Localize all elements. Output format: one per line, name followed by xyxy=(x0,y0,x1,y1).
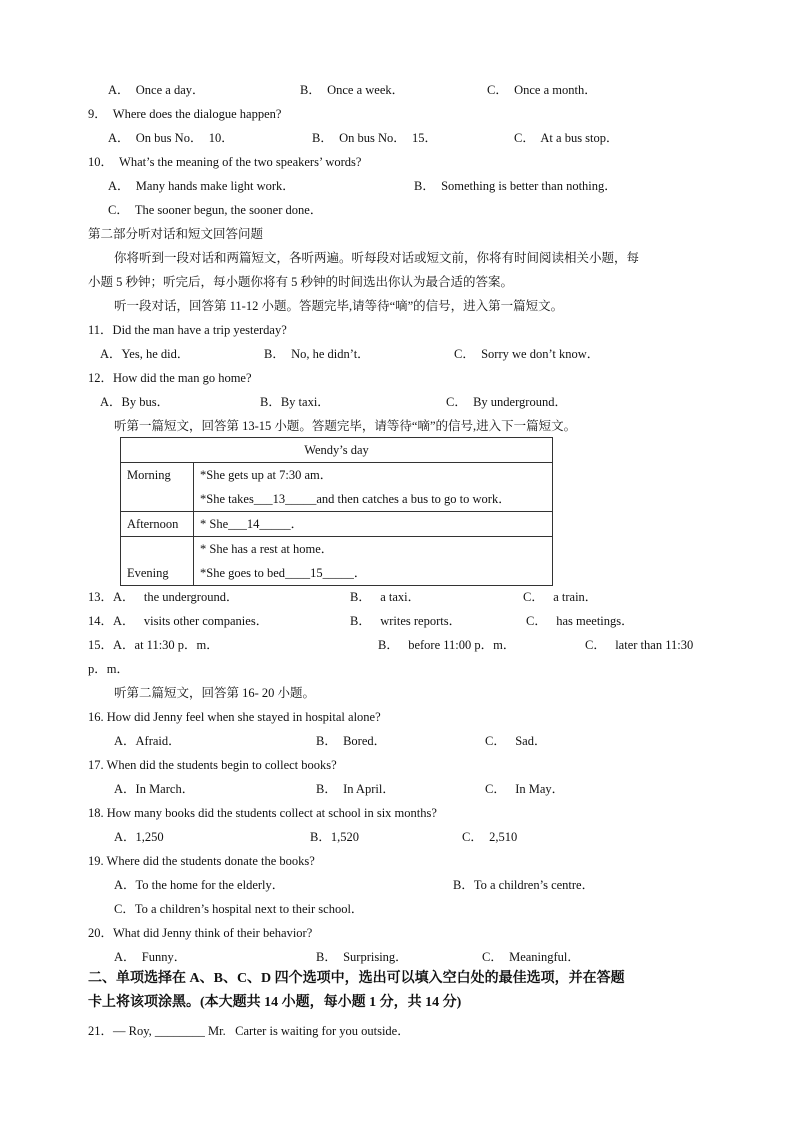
text-line: 听一段对话，回答第 11-12 小题。答题完毕,请等待“嘀”的信号，进入第一篇短文。 xyxy=(114,299,564,313)
text-line: A．In March． xyxy=(114,782,195,796)
text-line: 13．A． the underground． xyxy=(88,590,239,604)
text-line: C． has meetings． xyxy=(526,614,634,628)
text-line: B．1,520 xyxy=(310,830,359,844)
text-line: C．To a children’s hospital next to their school． xyxy=(114,902,364,916)
text-line: C． 2,510 xyxy=(462,830,518,844)
afternoon-post: ． xyxy=(290,517,304,531)
evening-line-2 xyxy=(200,561,546,585)
text-line: 21．— Roy, ________ Mr. Carter is waiting for you outside． xyxy=(88,1024,410,1038)
text-line: 19. Where did the students donate the books? xyxy=(88,854,315,868)
text-line: p．m． xyxy=(88,662,129,676)
blank-13: ___13_____ xyxy=(253,492,317,506)
text-line: 9． Where does the dialogue happen? xyxy=(88,107,282,121)
morning-line-1: *She gets up at 7:30 am． xyxy=(200,468,333,482)
text-line: C． a train． xyxy=(523,590,598,604)
text-line: 20．What did Jenny think of their behavior? xyxy=(88,926,313,940)
text-line: B． No, he didn’t． xyxy=(264,347,370,361)
text-line: 10． What’s the meaning of the two speakers’ words? xyxy=(88,155,362,169)
evening-cell xyxy=(194,537,553,586)
text-line: 小题 5 秒钟；听完后，每小题你将有 5 秒钟的时间选出你认为最合适的答案。 xyxy=(88,275,514,289)
text-line: B．To a children’s centre． xyxy=(453,878,595,892)
text-line: C． later than 11:30 xyxy=(585,638,694,652)
text-line: C． Sad． xyxy=(485,734,547,748)
text-line: B．By taxi． xyxy=(260,395,330,409)
text-line: 17. When did the students begin to collect books? xyxy=(88,758,337,772)
text-line: 听第二篇短文，回答第 16- 20 小题。 xyxy=(114,686,316,700)
text-line: A． Many hands make light work． xyxy=(108,179,295,193)
text-line: C． In May． xyxy=(485,782,565,796)
text-line: C． Sorry we don’t know． xyxy=(454,347,600,361)
text-line: 18. How many books did the students collect at school in six months? xyxy=(88,806,437,820)
text-line: C． By underground． xyxy=(446,395,567,409)
text-line: C． The sooner begun, the sooner done． xyxy=(108,203,323,217)
text-line: A．By bus． xyxy=(100,395,170,409)
text-line: C． Once a month． xyxy=(487,83,597,97)
blank-14: ___14_____ xyxy=(228,517,291,531)
text-line: B． writes reports． xyxy=(350,614,462,628)
row-label-afternoon: Afternoon xyxy=(121,512,194,537)
morning-line-2 xyxy=(200,487,546,511)
section-heading-line-1: 二、单项选择在 A、B、C、D 四个选项中，选出可以填入空白处的最佳选项，并在答题 xyxy=(88,971,625,986)
text-line: B． Something is better than nothing． xyxy=(414,179,617,193)
morning-line-2-pre: *She takes xyxy=(200,492,254,506)
evening-line-2-pre: *She goes to bed xyxy=(200,566,286,580)
text-line: 你将听到一段对话和两篇短文，各听两遍。听每段对话或短文前，你将有时间阅读相关小题，每 xyxy=(114,251,640,265)
wendys-day-table xyxy=(120,437,553,586)
text-line: C． Meaningful． xyxy=(482,950,580,964)
text-line: B． On bus No． 15． xyxy=(312,131,438,145)
text-line: A．1,250 xyxy=(114,830,164,844)
text-line: 12．How did the man go home? xyxy=(88,371,252,385)
text-line: A． On bus No． 10． xyxy=(108,131,234,145)
text-line: C． At a bus stop． xyxy=(514,131,619,145)
text-line: A． Once a day． xyxy=(108,83,205,97)
text-line: A．Yes, he did． xyxy=(100,347,190,361)
table-title: Wendy’s day xyxy=(121,438,553,463)
evening-line-1: * She has a rest at home． xyxy=(200,542,334,556)
morning-cell xyxy=(194,463,553,512)
row-label-morning: Morning xyxy=(121,463,194,512)
text-line: 16. How did Jenny feel when she stayed in hospital alone? xyxy=(88,710,381,724)
text-line: 第二部分听对话和短文回答问题 xyxy=(88,227,264,241)
afternoon-pre: * She xyxy=(200,517,229,531)
text-line: B． Bored． xyxy=(316,734,387,748)
text-line: 11．Did the man have a trip yesterday? xyxy=(88,323,287,337)
text-line: B． Once a week． xyxy=(300,83,405,97)
text-line: 14．A． visits other companies． xyxy=(88,614,269,628)
text-line: A．To the home for the elderly． xyxy=(114,878,285,892)
text-line: B． Surprising． xyxy=(316,950,408,964)
text-line: B． a taxi． xyxy=(350,590,421,604)
section-heading-line-2: 卡上将该项涂黑。(本大题共 14 小题，每小题 1 分，共 14 分) xyxy=(88,995,462,1010)
text-line: 听第一篇短文，回答第 13-15 小题。答题完毕，请等待“嘀”的信号,进入下一篇短文。 xyxy=(114,419,577,433)
text-line: 15．A．at 11:30 p．m． xyxy=(88,638,219,652)
text-line: B． before 11:00 p．m． xyxy=(378,638,516,652)
text-line: A． Funny． xyxy=(114,950,187,964)
evening-line-2-post: ． xyxy=(353,566,367,580)
text-line: A．Afraid． xyxy=(114,734,181,748)
morning-line-2-post: and then catches a bus to go to work． xyxy=(316,492,511,506)
blank-15: ____15_____ xyxy=(285,566,354,580)
row-label-evening: Evening xyxy=(121,537,194,586)
afternoon-cell xyxy=(194,512,553,537)
text-line: B． In April． xyxy=(316,782,395,796)
